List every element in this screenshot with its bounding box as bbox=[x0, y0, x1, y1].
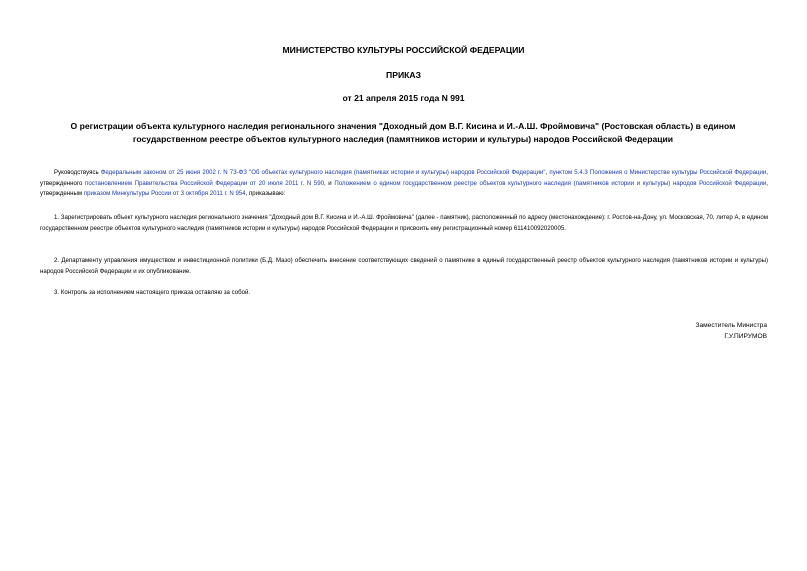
signature-block bbox=[695, 320, 767, 342]
preamble-text-6: , приказываю: bbox=[245, 190, 286, 197]
item-2-paragraph bbox=[40, 256, 768, 277]
item-3-text: 3. Контроль за исполнением настоящего приказа оставляю за собой. bbox=[54, 289, 251, 296]
preamble-paragraph bbox=[40, 168, 768, 200]
item-2-text: 2. Департаменту управления имуществом и инвестиционной политики (Б.Д. Мазо) обеспечить внесение соответствующих сведений о памятнике в единый государственный реестр объектов культурного наследия (памятников истории и культуры) народов Российской Федерации и их опубликование. bbox=[40, 257, 768, 275]
link-government-decree[interactable]: постановлением Правительства Российской Федерации от 20 июля 2011 г. N 590 bbox=[85, 179, 324, 187]
ministry-heading: МИНИСТЕРСТВО КУЛЬТУРЫ РОССИЙСКОЙ ФЕДЕРАЦИИ bbox=[282, 45, 525, 55]
link-minculture-order[interactable]: приказом Минкультуры России от 3 октября 2011 г. N 954 bbox=[83, 190, 246, 197]
link-federal-law[interactable]: Федеральным законом от 25 июня 2002 г. N 73-ФЗ "Об объектах культурного наследия (памятниках истории и культуры) народов Российской Федерации" bbox=[100, 169, 546, 176]
link-ministry-regulation[interactable]: пунктом 5.4.3 Положения о Министерстве культуры Российской Федерации bbox=[549, 169, 767, 176]
title-line-1: О регистрации объекта культурного наследия регионального значения "Доходный дом В.Г. Кисина и И.-А.Ш. Фроймовича" (Ростовская область) в едином bbox=[70, 121, 736, 131]
document-type: ПРИКАЗ bbox=[386, 70, 421, 80]
item-1-text: 1. Зарегистрировать объект культурного наследия регионального значения "Доходный дом В.Г. Кисина и И.-А.Ш. Фроймовича" (далее - памятник), расположенный по адресу (местонахождение): г. Ростов-на-Дону, ул. Московская, 70, литер А, в едином государственном реестре объектов культурного наследия (памятников истории и культуры) народов Российской Федерации и присвоить ему регистрационный номер 611410092020005. bbox=[40, 214, 768, 232]
signatory-position: Заместитель Министра bbox=[695, 322, 767, 329]
link-registry-regulation[interactable]: Положением о едином государственном реестре объектов культурного наследия (памятников истории и культуры) народов Российской Федерации bbox=[334, 179, 767, 187]
item-1-paragraph bbox=[40, 213, 768, 234]
preamble-text-1: Руководствуясь bbox=[54, 169, 101, 176]
document-title bbox=[56, 120, 750, 146]
preamble-text-2: , bbox=[545, 169, 550, 176]
preamble-text-5: , утвержденным bbox=[40, 179, 768, 197]
preamble-text-3: , утвержденного bbox=[40, 169, 768, 187]
document-date-number: от 21 апреля 2015 года N 991 bbox=[342, 93, 465, 103]
item-3-paragraph bbox=[40, 288, 768, 299]
preamble-text-4: , и bbox=[323, 179, 335, 187]
title-line-2: государственном реестре объектов культурного наследия (памятников истории и культуры) народов Российской Федерации bbox=[132, 134, 674, 144]
signatory-name: Г.У.ПИРУМОВ bbox=[724, 333, 767, 340]
